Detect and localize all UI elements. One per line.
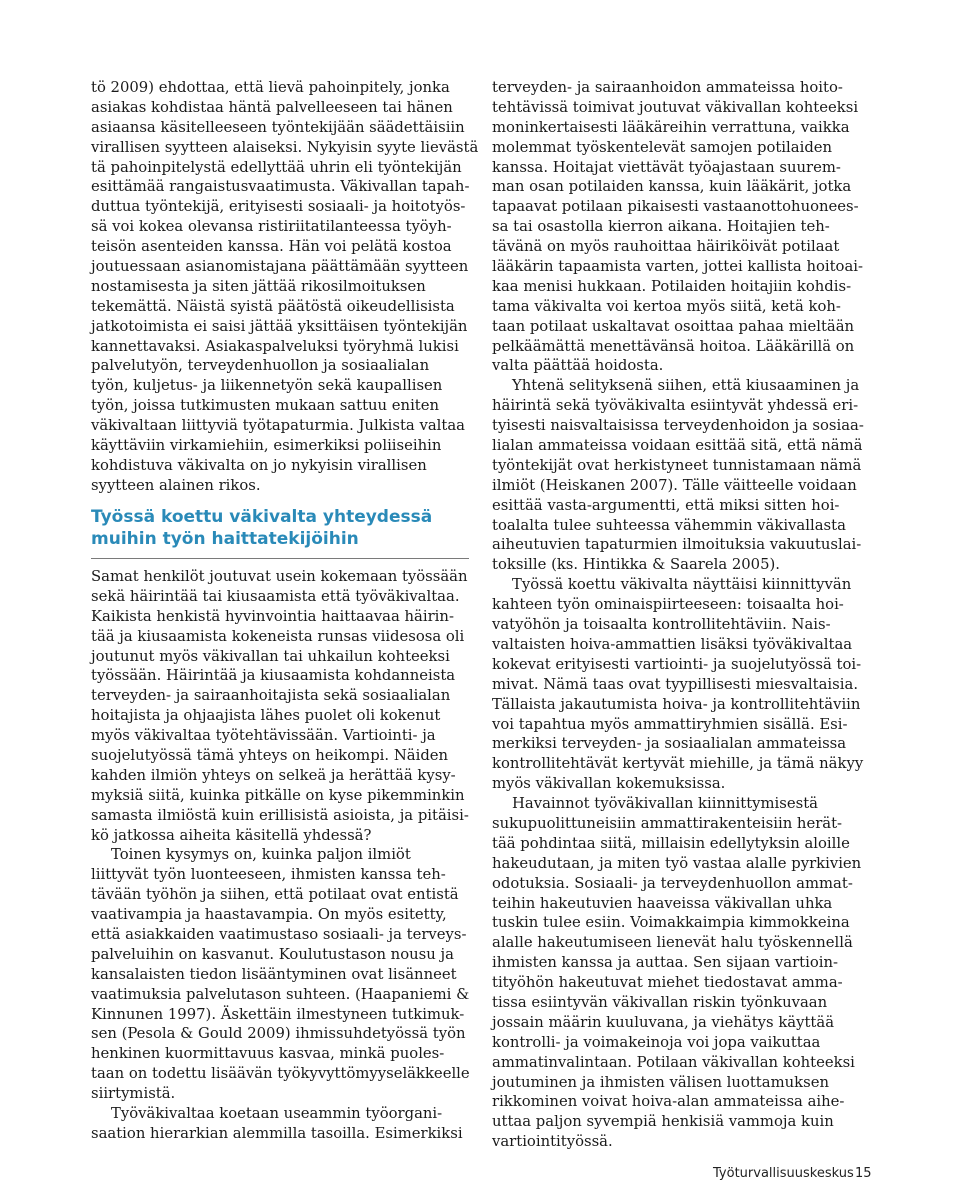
text-line: henkinen kuormittavuus kasvaa, minkä puoles- xyxy=(91,1045,445,1063)
text-line: jossain määrin kuuluvana, ja viehätys käyttää xyxy=(492,1013,835,1031)
text-line: työssään. Häirintää ja kiusaamista kohdanneista xyxy=(91,667,456,685)
text-line: lialan ammateissa voidaan esittää sitä, että nämä xyxy=(492,437,863,455)
text-line: Toinen kysymys on, kuinka paljon ilmiöt xyxy=(111,846,411,864)
text-line: taan on todettu lisäävän työkyvyttömyyseläkkeelle xyxy=(91,1065,470,1083)
text-line: kontrolli- ja voimakeinoja voi jopa vaikuttaa xyxy=(492,1033,821,1051)
text-line: käyttäviin virkamiehiin, esimerkiksi poliiseihin xyxy=(91,437,442,455)
text-line: pelkäämättä menettävänsä hoitoa. Lääkärillä on xyxy=(492,337,855,355)
text-line: vaativampia ja haastavampia. On myös esitetty, xyxy=(91,906,447,924)
text-line: lääkärin tapaamista varten, jottei kallista hoitoai- xyxy=(492,258,864,276)
heading-divider xyxy=(91,558,469,559)
text-line: sen (Pesola & Gould 2009) ihmissuhdetyössä työn xyxy=(91,1025,466,1043)
text-line: odotuksia. Sosiaali- ja terveydenhuollon ammat- xyxy=(492,874,853,892)
text-line: ammatinvalintaan. Potilaan väkivallan kohteeksi xyxy=(492,1053,855,1071)
text-line: merkiksi terveyden- ja sosiaalialan ammateissa xyxy=(492,735,847,753)
text-line: jatkotoimista ei saisi jättää yksittäisen työntekijän xyxy=(91,317,468,335)
text-line: tö 2009) ehdottaa, että lievä pahoinpitely, jonka xyxy=(91,79,450,96)
text-line: Kinnunen 1997). Äskettäin ilmestyneen tutkimuk- xyxy=(91,1005,465,1023)
text-line: kontrollitehtävät kertyvät miehille, ja tämä näkyy xyxy=(492,755,864,773)
text-line: tävään työhön ja siihen, että potilaat ovat entistä xyxy=(91,886,459,904)
text-line: Yhtenä selityksenä siihen, että kiusaaminen ja xyxy=(512,377,860,395)
section-heading xyxy=(91,506,471,550)
text-line: voi tapahtua myös ammattiryhmien sisällä. Esi- xyxy=(492,715,848,733)
text-line: työn, joissa tutkimusten mukaan sattuu eniten xyxy=(91,397,440,415)
text-line: Työssä koettu väkivalta näyttäisi kiinnittyvän xyxy=(512,576,852,594)
text-line: kaa menisi hukkaan. Potilaiden hoitajiin kohdis- xyxy=(492,277,852,295)
text-line: rikkominen voivat hoiva-alan ammateissa aihe- xyxy=(492,1093,845,1111)
text-line: terveyden- ja sairaanhoidon ammateissa hoito- xyxy=(492,79,843,96)
text-line: sekä häirintää tai kiusaamista että työväkivaltaa. xyxy=(91,587,460,605)
text-line: hakeudutaan, ja miten työ vastaa alalle pyrkivien xyxy=(492,854,862,872)
text-line: man osan potilaiden kanssa, kuin lääkärit, jotka xyxy=(492,178,852,196)
text-line: sukupuolittuneisiin ammattirakenteisiin herät- xyxy=(492,814,843,832)
section-heading-line-2: muihin työn haittatekijöihin xyxy=(91,529,359,549)
text-line: liittyvät työn luonteeseen, ihmisten kanssa teh- xyxy=(91,866,446,884)
text-line: tekemättä. Näistä syistä päätöstä oikeudellisista xyxy=(91,297,455,315)
text-line: aiheutuvien tapaturmien ilmoituksia vakuutuslai- xyxy=(492,536,862,554)
text-line: työntekijät ovat herkistyneet tunnistamaan nämä xyxy=(492,456,862,474)
text-line: samasta ilmiöstä kuin erillisistä asioista, ja pitäisi- xyxy=(91,806,469,824)
text-line: kokevat erityisesti vartiointi- ja suojelutyössä toi- xyxy=(492,655,862,673)
text-line: kannettavaksi. Asiakaspalveluksi työryhmä lukisi xyxy=(91,337,459,355)
text-line: Tällaista jakautumista hoiva- ja kontrollitehtäviin xyxy=(492,695,861,713)
left-column-top xyxy=(91,78,479,496)
text-line: tä pahoinpitelystä edellyttää uhrin eli työntekijän xyxy=(91,158,462,176)
text-line: kanssa. Hoitajat viettävät työajastaan suurem- xyxy=(492,158,841,176)
text-line: nostamisesta ja siten jättää rikosilmoituksen xyxy=(91,277,426,295)
text-line: suojelutyössä tämä yhteys on heikompi. Näiden xyxy=(91,747,449,765)
text-line: tapaavat potilaan pikaisesti vastaanottohuonees- xyxy=(492,198,859,216)
text-line: kohdistuva väkivalta on jo nykyisin virallisen xyxy=(91,456,427,474)
text-line: myös väkivaltaa työtehtävissään. Vartiointi- ja xyxy=(91,727,436,745)
text-line: työn, kuljetus- ja liikennetyön sekä kaupallisen xyxy=(91,377,443,395)
text-line: tää ja kiusaamista kokeneista runsas viidesosa oli xyxy=(91,627,465,645)
text-line: siirtymistä. xyxy=(91,1085,176,1103)
text-line: vatyöhön ja toisaalta kontrollitehtäviin. Nais- xyxy=(492,616,831,634)
text-line: palveluihin on kasvanut. Koulutustason nousu ja xyxy=(91,945,454,963)
text-line: häirintä sekä työväkivalta esiintyvät yhdessä eri- xyxy=(492,397,859,415)
section-heading-line-1: Työssä koettu väkivalta yhteydessä xyxy=(91,507,433,527)
text-line: esittämää rangaistusvaatimusta. Väkivallan tapah- xyxy=(91,178,470,196)
text-line: Työväkivaltaa koetaan useammin työorgani- xyxy=(111,1105,443,1123)
text-line: tissa esiintyvän väkivallan riskin työnkuvaan xyxy=(492,993,828,1011)
text-line: kansalaisten tiedon lisääntyminen ovat lisänneet xyxy=(91,965,457,983)
text-line: toksille (ks. Hintikka & Saarela 2005). xyxy=(492,556,780,574)
text-line: duttua työntekijä, erityisesti sosiaali- ja hoitotyös- xyxy=(91,198,466,216)
text-line: saation hierarkian alemmilla tasoilla. Esimerkiksi xyxy=(91,1124,463,1142)
text-line: joutuminen ja ihmisten välisen luottamuksen xyxy=(492,1073,829,1091)
text-line: molemmat työskentelevät samojen potilaiden xyxy=(492,138,833,156)
text-line: teisön asenteiden kanssa. Hän voi pelätä kostoa xyxy=(91,238,452,256)
text-line: tehtävissä toimivat joutuvat väkivallan kohteeksi xyxy=(492,98,859,116)
text-line: teihin hakeutuvien haaveissa väkivallan uhka xyxy=(492,894,833,912)
text-line: tuskin tulee esiin. Voimakkaimpia kimmokkeina xyxy=(492,914,850,932)
text-line: sä voi kokea olevansa ristiriitatilanteessa työyh- xyxy=(91,218,452,236)
footer-page-number: 15 xyxy=(855,1166,872,1181)
text-line: tävänä on myös rauhoittaa häiriköivät potilaat xyxy=(492,238,840,256)
text-line: syytteen alainen rikos. xyxy=(91,476,261,494)
text-line: vartiointityössä. xyxy=(492,1133,613,1151)
right-column xyxy=(492,78,868,1152)
text-line: sa tai osastolla kierron aikana. Hoitajien teh- xyxy=(492,218,830,236)
text-line: kahteen työn ominaispiirteeseen: toisaalta hoi- xyxy=(492,596,844,614)
text-line: väkivaltaan liittyviä työtapaturmia. Julkista valtaa xyxy=(91,417,465,435)
text-line: ilmiöt (Heiskanen 2007). Tälle väitteelle voidaan xyxy=(492,476,857,494)
text-line: myös väkivallan kokemuksissa. xyxy=(492,775,726,793)
text-line: alalle hakeutumiseen lienevät halu työskennellä xyxy=(492,934,853,952)
text-line: tää pohdintaa siitä, millaisin edellytyksin aloille xyxy=(492,834,850,852)
text-line: palvelutyön, terveydenhuollon ja sosiaalialan xyxy=(91,357,430,375)
text-line: taan potilaat uskaltavat osoittaa pahaa mieltään xyxy=(492,317,855,335)
left-column-bottom xyxy=(91,567,471,1144)
text-line: valta päättää hoidosta. xyxy=(492,357,664,375)
text-line: asiaansa käsitelleeseen työntekijään säädettäisiin xyxy=(91,118,465,136)
text-line: moninkertaisesti lääkäreihin verrattuna, vaikka xyxy=(492,118,850,136)
text-line: Havainnot työväkivallan kiinnittymisestä xyxy=(512,795,819,813)
text-line: joutuessaan asianomistajana päättämään syytteen xyxy=(91,258,469,276)
text-line: että asiakkaiden vaatimustaso sosiaali- ja terveys- xyxy=(91,926,467,944)
footer-publisher: Työturvallisuuskeskus xyxy=(713,1166,854,1181)
text-line: tama väkivalta voi kertoa myös siitä, ketä koh- xyxy=(492,297,841,315)
text-line: uttaa paljon syvempiä henkisiä vammoja kuin xyxy=(492,1113,834,1131)
text-line: Kaikista henkistä hyvinvointia haittaavaa häirin- xyxy=(91,607,454,625)
text-line: valtaisten hoiva-ammattien lisäksi työväkivaltaa xyxy=(492,635,853,653)
text-line: kahden ilmiön yhteys on selkeä ja herättää kysy- xyxy=(91,766,456,784)
text-line: tyisesti naisvaltaisissa terveydenhoidon ja sosiaa- xyxy=(492,417,864,435)
text-line: kö jatkossa aiheita käsitellä yhdessä? xyxy=(91,826,372,844)
text-line: Samat henkilöt joutuvat usein kokemaan työssään xyxy=(91,568,468,585)
text-line: esittää vasta-argumentti, että miksi sitten hoi- xyxy=(492,496,840,514)
text-line: joutunut myös väkivallan tai uhkailun kohteeksi xyxy=(91,647,450,665)
text-line: tityöhön hakeutuvat miehet tiedostavat amma- xyxy=(492,974,843,992)
text-line: toalalta tulee suhteessa vähemmin väkivallasta xyxy=(492,516,846,534)
text-line: terveyden- ja sairaanhoitajista sekä sosiaalialan xyxy=(91,687,451,705)
text-line: hoitajista ja ohjaajista lähes puolet oli kokenut xyxy=(91,707,441,725)
text-line: virallisen syytteen alaiseksi. Nykyisin syyte lievästä xyxy=(91,138,479,156)
text-line: vaatimuksia palvelutason suhteen. (Haapaniemi & xyxy=(91,985,470,1003)
text-line: ihmisten kanssa ja auttaa. Sen sijaan vartioin- xyxy=(492,954,839,972)
text-line: myksiä siitä, kuinka pitkälle on kyse pikemminkin xyxy=(91,786,465,804)
text-line: mivat. Nämä taas ovat tyypillisesti miesvaltaisia. xyxy=(492,675,859,693)
text-line: asiakas kohdistaa häntä palvelleeseen tai hänen xyxy=(91,98,453,116)
